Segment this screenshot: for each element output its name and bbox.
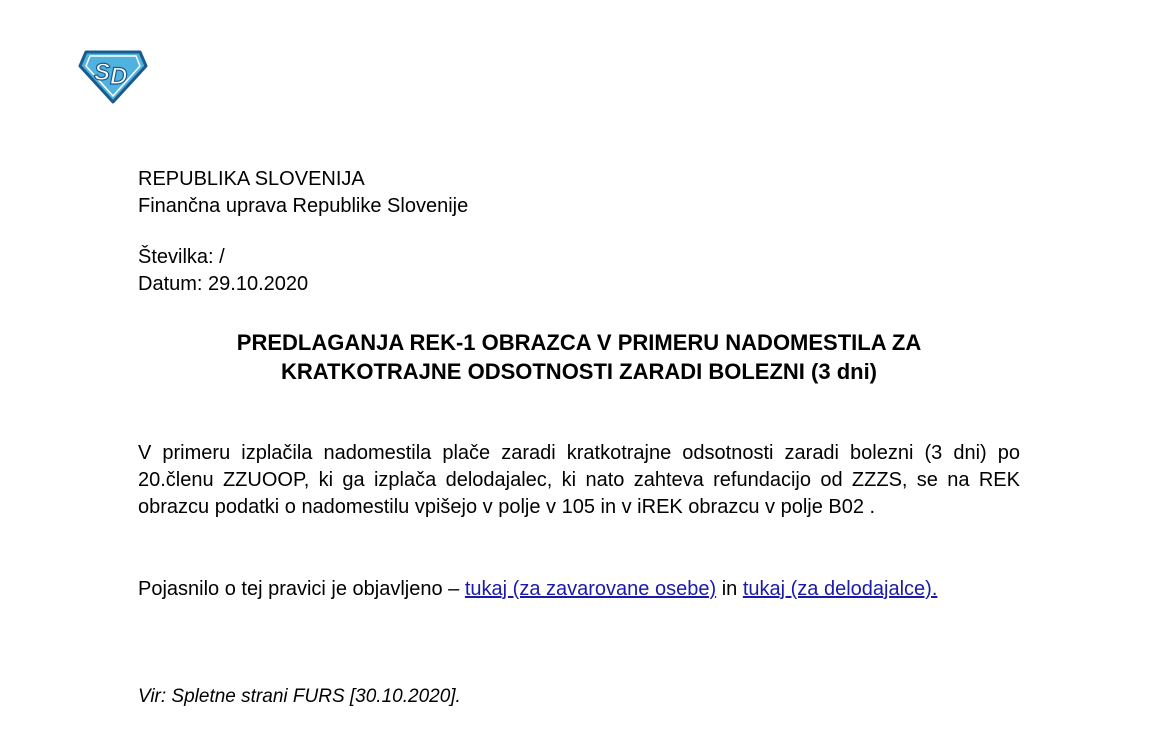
paragraph-2-intro: Pojasnilo o tej pravici je objavljeno – xyxy=(138,578,460,600)
document-title xyxy=(138,328,1020,386)
source-note: Vir: Spletne strani FURS [30.10.2020]. xyxy=(138,686,461,707)
authority-name: Finančna uprava Republike Slovenije xyxy=(138,195,469,217)
number-label: Številka: xyxy=(138,246,214,268)
title-line-1: PREDLAGANJA REK-1 OBRAZCA V PRIMERU NADOMESTILA ZA xyxy=(236,330,922,355)
svg-text:S: S xyxy=(94,59,111,86)
link-employers[interactable]: tukaj (za delodajalce). xyxy=(742,578,938,600)
body-paragraph-2 xyxy=(138,576,1020,603)
document-date xyxy=(138,271,308,298)
document-meta xyxy=(138,244,308,298)
svg-text:D: D xyxy=(110,63,128,90)
document-number xyxy=(138,244,308,271)
issuer-header xyxy=(138,166,468,220)
paragraph-2-mid: in xyxy=(721,578,738,600)
sd-logo xyxy=(76,44,150,106)
link-insured-persons[interactable]: tukaj (za zavarovane osebe) xyxy=(464,578,717,600)
date-label: Datum: xyxy=(138,273,203,295)
body-paragraph-1: V primeru izplačila nadomestila plače zaradi kratkotrajne odsotnosti zaradi bolezni (3 dni) po 20.členu ZZUOOP, ki ga izplača delodajalec, ki nato zahteva refundacijo od ZZZS, se na REK obrazcu podatki o nadomestilu vpišejo v polje v 105 in v iREK obrazcu v polje B02 . xyxy=(138,442,1020,518)
number-value: / xyxy=(219,246,225,268)
country-name: REPUBLIKA SLOVENIJA xyxy=(138,168,365,190)
sd-shield-icon xyxy=(76,44,150,106)
title-line-2: KRATKOTRAJNE ODSOTNOSTI ZARADI BOLEZNI (3 dni) xyxy=(280,359,878,384)
date-value: 29.10.2020 xyxy=(208,273,309,295)
